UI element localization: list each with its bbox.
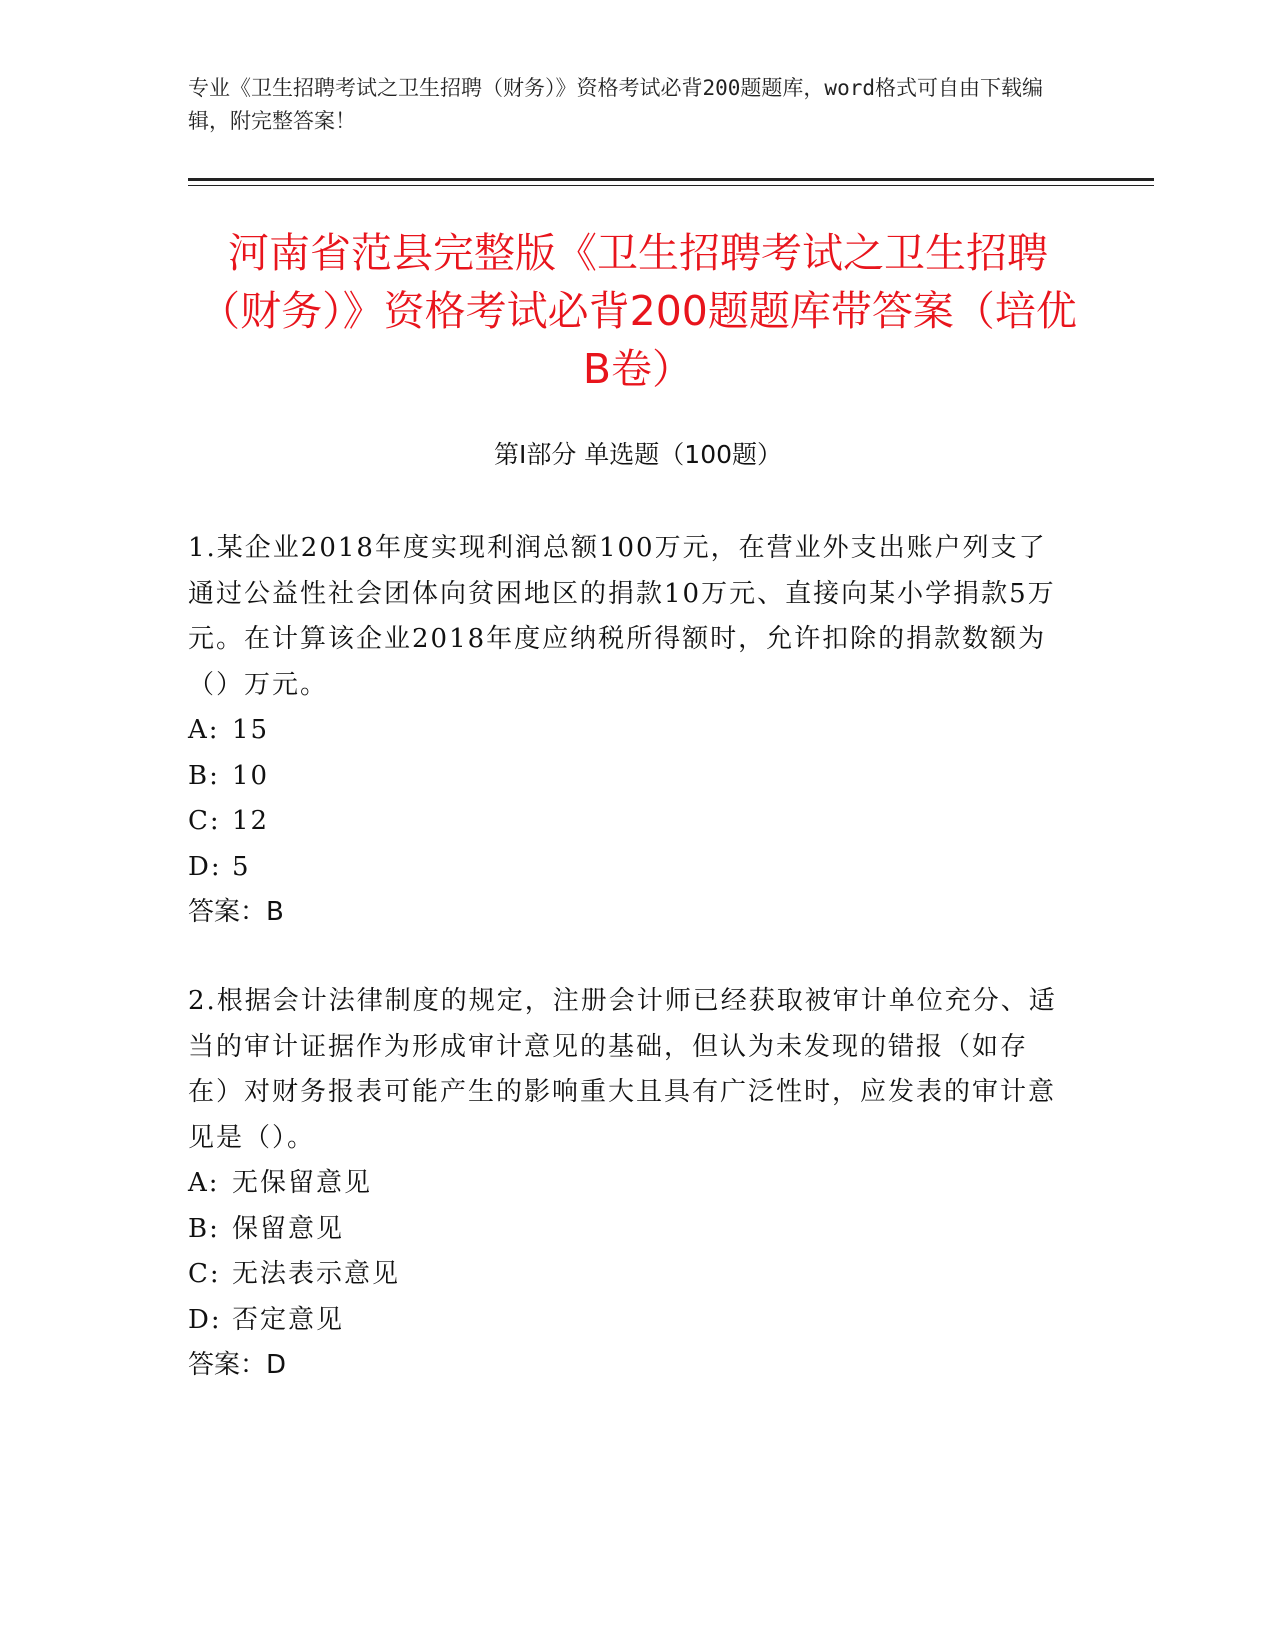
question-stem: 1.某企业2018年度实现利润总额100万元，在营业外支出账户列支了通过公益性社会团体向贫困地区的捐款10万元、直接向某小学捐款5万元。在计算该企业2018年度应纳税所得额时，允许扣除的捐款数额为（）万元。	[188, 533, 1056, 700]
option-text: 12	[232, 806, 270, 836]
option-text: 否定意见	[232, 1304, 345, 1335]
option-text: 10	[232, 760, 270, 791]
option-list	[188, 1161, 1068, 1343]
option-text: 无保留意见	[232, 1168, 373, 1198]
option-key: B:	[188, 760, 220, 791]
option-text: 15	[232, 715, 270, 745]
option-list	[188, 708, 1068, 890]
option-c	[188, 799, 1068, 845]
option-d	[188, 845, 1068, 891]
question-stem: 2.根据会计法律制度的规定，注册会计师已经获取被审计单位充分、适当的审计证据作为形成审计意见的基础，但认为未发现的错报（如存在）对财务报表可能产生的影响重大且具有广泛性时，应发表的审计意见是（）。	[188, 986, 1057, 1153]
section-title: 第Ⅰ部分 单选题（100题）	[493, 440, 783, 469]
option-key: B:	[188, 1213, 220, 1244]
option-d	[188, 1298, 1068, 1344]
option-key: A:	[188, 715, 220, 745]
option-key: A:	[188, 1168, 220, 1198]
question-1	[188, 526, 1068, 936]
option-b	[188, 754, 1068, 800]
option-a	[188, 708, 1068, 754]
header-divider-thin	[188, 185, 1154, 186]
option-c	[188, 1252, 1068, 1298]
option-b	[188, 1207, 1068, 1253]
option-key: C:	[188, 1259, 221, 1289]
answer-line: 答案：D	[188, 1350, 287, 1380]
option-key: D:	[188, 1304, 222, 1335]
header-note: 专业《卫生招聘考试之卫生招聘（财务）》资格考试必背200题题库，word格式可自由下载编辑，附完整答案！	[188, 76, 1043, 133]
option-key: C:	[188, 806, 221, 836]
question-2	[188, 979, 1068, 1389]
option-a	[188, 1161, 1068, 1207]
option-key: D:	[188, 851, 222, 882]
option-text: 无法表示意见	[232, 1259, 401, 1289]
option-text: 保留意见	[232, 1213, 345, 1244]
document-title: 河南省范县完整版《卫生招聘考试之卫生招聘（财务）》资格考试必背200题题库带答案（培优B卷）	[199, 229, 1077, 393]
answer-line: 答案：B	[188, 897, 284, 927]
option-text: 5	[232, 851, 251, 882]
header-divider-thick	[188, 178, 1154, 181]
